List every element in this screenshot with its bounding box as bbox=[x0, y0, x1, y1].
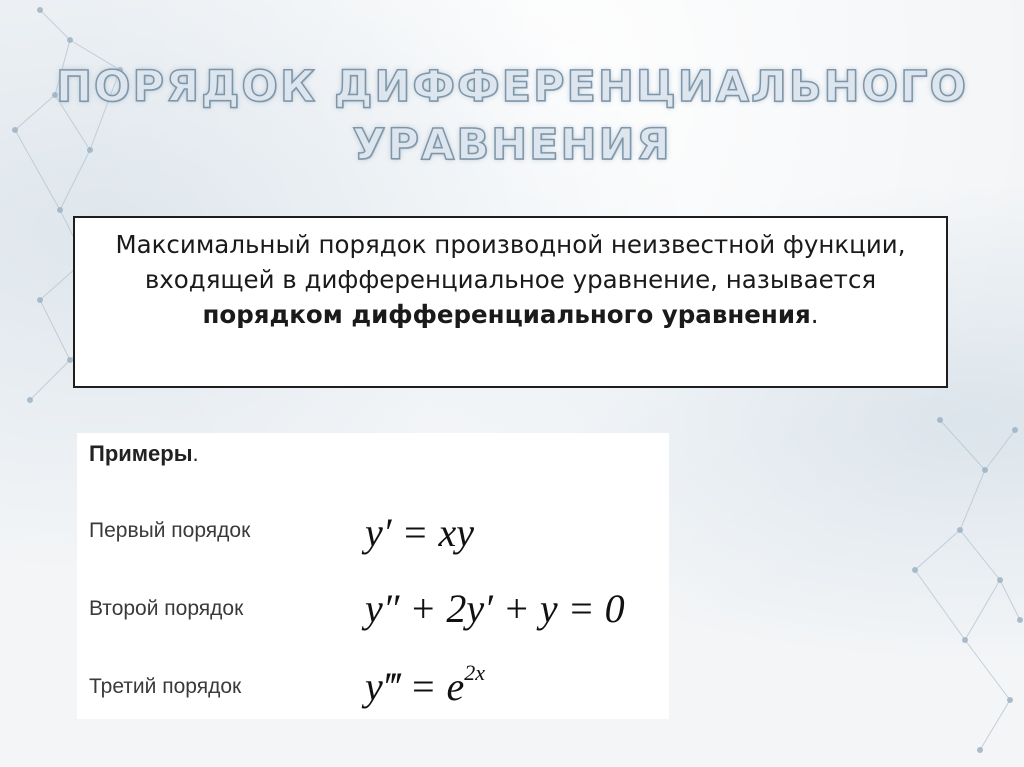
example-label-third-order: Третий порядок bbox=[89, 675, 242, 698]
examples-heading-suffix: . bbox=[192, 441, 199, 466]
example-label-first-order: Первый порядок bbox=[89, 519, 251, 542]
example-formula-second-order bbox=[365, 585, 625, 632]
examples-heading-label: Примеры bbox=[89, 441, 193, 466]
formula-text: y″ + 2y′ + y = 0 bbox=[365, 586, 625, 631]
example-formula-first-order bbox=[365, 509, 474, 556]
example-label-second-order: Второй порядок bbox=[89, 597, 244, 620]
examples-heading bbox=[89, 441, 199, 467]
formula-text: y′ = xy bbox=[365, 510, 475, 555]
definition-text: Максимальный порядок производной неизвестной функции, входящей в дифференциальное уравнение, называется bbox=[115, 230, 906, 294]
formula-exponent bbox=[464, 660, 485, 685]
slide-title: ПОРЯДОК ДИФФЕРЕНЦИАЛЬНОГО УРАВНЕНИЯ bbox=[55, 62, 969, 170]
definition-box bbox=[73, 216, 948, 388]
definition-period: . bbox=[810, 300, 819, 329]
definition-term: порядком дифференциального уравнения bbox=[202, 300, 811, 329]
example-formula-third-order bbox=[365, 660, 486, 710]
formula-text: y‴ = e bbox=[365, 664, 465, 709]
exponent-text: 2x bbox=[464, 660, 486, 685]
examples-panel bbox=[77, 433, 669, 719]
